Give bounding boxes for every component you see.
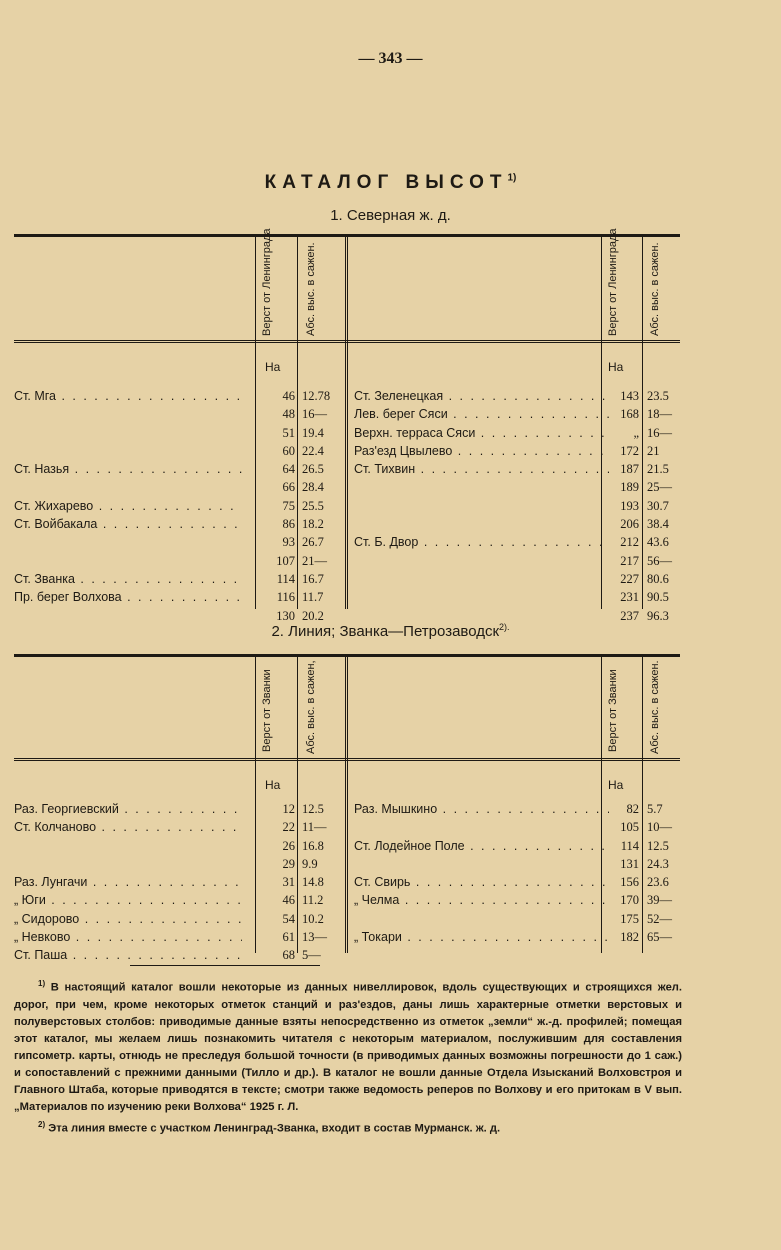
height-value: 23.6 (647, 875, 669, 890)
station-name: Ст. Жихарево . . . (14, 497, 242, 515)
station-name: Ст. Мга . . . (14, 387, 242, 405)
verst-value: 26 (282, 838, 295, 853)
verst-value: 175 (620, 911, 639, 926)
table-row (14, 533, 680, 551)
header-verst-left: Верст от Ленинграда (261, 228, 273, 336)
verst-value: 64 (282, 462, 295, 477)
table-row (14, 891, 680, 909)
table-row (14, 387, 680, 405)
height-value: 65— (647, 930, 672, 945)
station-name: Ст. Званка . . . (14, 570, 242, 588)
verst-value: 114 (276, 571, 295, 586)
height-value: 5.7 (647, 802, 663, 816)
height-value: 25.5 (302, 498, 324, 513)
height-value: 20.2 (302, 608, 324, 623)
height-value: 16.8 (302, 838, 324, 853)
table-row (14, 818, 680, 836)
verst-value: 143 (620, 389, 639, 403)
verst-value: 107 (276, 553, 295, 568)
header-abs-right: Абс. выс. в сажен. (649, 242, 661, 336)
station-name: Ст. Назья . . . (14, 460, 242, 478)
height-value: 80.6 (647, 571, 669, 586)
height-value: 52— (647, 911, 672, 926)
height-value: 11.2 (302, 893, 324, 908)
height-value: 21.5 (647, 462, 669, 477)
section-1-title (0, 206, 781, 224)
table-row (14, 460, 680, 478)
height-value: 96.3 (647, 608, 669, 623)
header-verst-right: Верст от Ленинграда (607, 228, 619, 336)
table-northern-railway (14, 228, 680, 623)
verst-value: 227 (620, 571, 639, 586)
verst-value: 231 (620, 590, 639, 605)
table-row (14, 405, 680, 423)
height-value: 11— (302, 820, 327, 835)
header-abs-left: Абс. выс. в сажен, (305, 660, 317, 754)
table-row (14, 910, 680, 928)
verst-value: 131 (620, 856, 639, 871)
height-value: 24.3 (647, 856, 669, 871)
footnote-1 (14, 975, 682, 1116)
footnote-2 (14, 1116, 682, 1138)
height-value: 18— (647, 407, 672, 422)
verst-value: 187 (620, 462, 639, 477)
section-2-title (0, 622, 781, 640)
station-name: „ Токари . . . (354, 928, 609, 946)
height-value: 10— (647, 820, 672, 835)
unit-label-na: На (608, 778, 624, 792)
table-rows (14, 387, 680, 625)
height-value: 16— (302, 407, 327, 422)
section-1-title-text: 1. Северная ж. д. (330, 207, 451, 224)
verst-value: 22 (282, 820, 295, 835)
station-name: Раз'езд Цвылево . . . (354, 442, 609, 460)
height-value: 43.6 (647, 535, 669, 550)
station-name: Верхн. терраса Сяси . . . (354, 424, 609, 442)
table-row (14, 946, 680, 964)
height-value: 12.5 (302, 802, 324, 816)
footnotes (14, 975, 682, 1137)
height-value: 28.4 (302, 480, 324, 495)
title-footnote-mark: 1) (507, 172, 517, 184)
table-row (14, 570, 680, 588)
unit-label-na: На (265, 778, 281, 792)
verst-value: 168 (620, 407, 639, 422)
verst-value: 170 (620, 893, 639, 908)
height-value: 18.2 (302, 517, 324, 532)
station-name: „ Челма . . . (354, 891, 609, 909)
verst-value: 172 (620, 443, 639, 458)
height-value: 19.4 (302, 425, 324, 440)
section-2-footnote-mark: 2). (499, 622, 510, 632)
height-value: 21 (647, 443, 660, 458)
verst-value: 54 (282, 911, 295, 926)
height-value: 10.2 (302, 911, 324, 926)
height-value: 21— (302, 553, 327, 568)
header-abs-right: Абс. выс. в сажен. (649, 660, 661, 754)
height-value: 11.7 (302, 590, 324, 605)
verst-value: 60 (282, 443, 295, 458)
station-name: Ст. Зеленецкая . . . (354, 387, 609, 405)
height-value: 56— (647, 553, 672, 568)
footnote-rule (130, 965, 320, 966)
footnote-1-mark: 1) (38, 979, 46, 988)
verst-value: 217 (620, 553, 639, 568)
verst-value: 212 (620, 535, 639, 550)
verst-value: 68 (282, 948, 295, 963)
station-name: „ Невково . . . (14, 928, 242, 946)
table-row (14, 515, 680, 533)
verst-value: 156 (620, 875, 639, 890)
unit-label-na: На (608, 360, 624, 374)
height-value: 9.9 (302, 856, 318, 871)
height-value: 14.8 (302, 875, 324, 890)
verst-value: 51 (282, 425, 295, 440)
footnote-2-mark: 2) (38, 1119, 46, 1129)
table-row (14, 855, 680, 873)
height-value: 12.78 (302, 389, 331, 403)
verst-value: 114 (620, 838, 639, 853)
verst-value: 29 (282, 856, 295, 871)
catalog-title (0, 172, 781, 194)
verst-value: 12 (282, 802, 295, 816)
page-number: — 343 — (358, 50, 423, 67)
station-name: „ Сидорово . . . (14, 910, 242, 928)
unit-label-na: На (265, 360, 281, 374)
verst-value: 61 (282, 930, 295, 945)
height-value: 5— (302, 948, 321, 963)
station-name: Раз. Георгиевский . . . (14, 800, 242, 818)
height-value: 25— (647, 480, 672, 495)
verst-value: 31 (282, 875, 295, 890)
height-value: 38.4 (647, 517, 669, 532)
station-name: Ст. Лодейное Поле . . . (354, 837, 609, 855)
footnote-1-text: В настоящий каталог вошли некоторые из данных нивеллировок, вдоль существующих и строящихся жел. дорог, при чем, кроме некоторых отметок станций и раз'ездов, даны лишь характерные отметки верстовых и полуверстовых столбов: приводимые данные взяты непосредственно из отметок „земли“ ж.-д. профилей; помещая этот каталог, мы желаем лишь познакомить читателя с некоторым материалом, послужившим для составления гипсометр. карты, отнюдь не преследуя большой точности (в приводимых данных возможны погрешности до 1 саж.) и сопоставлений с прежними данными (Тилло и др.). В каталог не вошли данные Отдела Изысканий Волховстроя и Главного Штаба, которые приводятся в тексте; смотри также ведомость реперов по Волхову и его притокам в V вып. „Материалов по изучению реки Волхова“ 1925 г. Л. (14, 981, 683, 1113)
verst-value: „ (633, 425, 639, 440)
header-verst-right: Верст от Званки (607, 669, 619, 753)
height-value: 16— (647, 425, 672, 440)
table-row (14, 478, 680, 496)
station-name: Пр. берег Волхова . . . (14, 588, 242, 606)
verst-value: 189 (620, 480, 639, 495)
verst-value: 48 (282, 407, 295, 422)
table-row (14, 873, 680, 891)
table-row (14, 588, 680, 606)
table-row (14, 552, 680, 570)
table-row (14, 424, 680, 442)
table-row (14, 928, 680, 946)
verst-value: 206 (620, 517, 639, 532)
height-value: 26.5 (302, 462, 324, 477)
station-name: Ст. Паша . . . (14, 946, 242, 964)
station-name: Лев. берег Сяси . . . (354, 405, 609, 423)
verst-value: 66 (282, 480, 295, 495)
verst-value: 86 (282, 517, 295, 532)
header-verst-left: Верст от Званки (261, 669, 273, 753)
catalog-title-text: КАТАЛОГ ВЫСОТ (264, 172, 508, 193)
height-value: 16.7 (302, 571, 324, 586)
height-value: 13— (302, 930, 327, 945)
verst-value: 193 (620, 498, 639, 513)
verst-value: 116 (276, 590, 295, 605)
table-row (14, 837, 680, 855)
station-name: Ст. Войбакала . . . (14, 515, 242, 533)
verst-value: 237 (620, 608, 639, 623)
verst-value: 46 (282, 389, 295, 403)
table-zvanka-petrozavodsk (14, 654, 680, 963)
verst-value: 105 (620, 820, 639, 835)
height-value: 12.5 (647, 838, 669, 853)
station-name: Раз. Лунгачи . . . (14, 873, 242, 891)
section-2-title-text: 2. Линия; Званка—Петрозаводск (271, 623, 500, 640)
table-row (14, 497, 680, 515)
height-value: 26.7 (302, 535, 324, 550)
station-name: Ст. Б. Двор . . . (354, 533, 609, 551)
footnote-2-text: Эта линия вместе с участком Ленинград-Званка, входит в состав Мурманск. ж. д. (48, 1122, 501, 1135)
station-name: Ст. Свирь . . . (354, 873, 609, 891)
header-abs-left: Абс. выс. в сажен. (305, 242, 317, 336)
station-name: Ст. Колчаново . . . (14, 818, 242, 836)
height-value: 22.4 (302, 443, 324, 458)
height-value: 23.5 (647, 389, 669, 403)
verst-value: 182 (620, 930, 639, 945)
verst-value: 75 (282, 498, 295, 513)
table-row (14, 442, 680, 460)
station-name: Ст. Тихвин . . . (354, 460, 609, 478)
height-value: 39— (647, 893, 672, 908)
table-row (14, 800, 680, 818)
verst-value: 130 (276, 608, 295, 623)
station-name: Раз. Мышкино . . . (354, 800, 609, 818)
height-value: 90.5 (647, 590, 669, 605)
verst-value: 46 (282, 893, 295, 908)
verst-value: 93 (282, 535, 295, 550)
station-name: „ Юги . . . (14, 891, 242, 909)
height-value: 30.7 (647, 498, 669, 513)
table-rows (14, 800, 680, 965)
verst-value: 82 (626, 802, 639, 816)
